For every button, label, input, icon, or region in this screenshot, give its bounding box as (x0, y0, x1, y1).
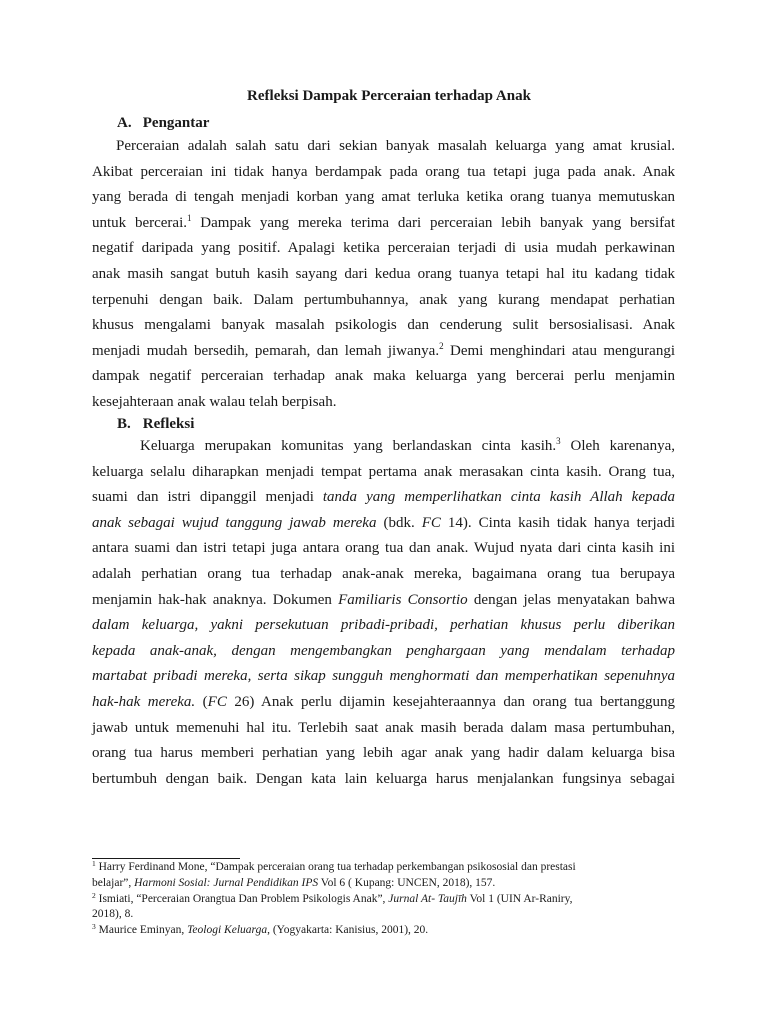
footnote-divider (92, 858, 240, 859)
text-line: Keluarga merupakan komunitas yang berlandaskan cinta kasih.$^3$ Oleh karenanya, (140, 436, 675, 454)
text-line: kepada anak-anak, dengan mengembangkan penghargaan yang mendalam terhadap (92, 642, 675, 659)
text-line: dalam keluarga, yakni persekutuan pribadi-pribadi, perhatian khusus perlu diberikan (92, 617, 675, 634)
footnote-2: $^2$ Ismiati, “Perceraian Orangtua Dan Problem Psikologis Anak”, Jurnal At- Taujīh Vol 1 (UIN Ar-Raniry, (92, 890, 573, 905)
text-line: adalah perhatian orang tua terhadap anak-anak mereka, bagaimana orang tua berupaya (92, 565, 675, 582)
section-b-heading (117, 414, 194, 434)
text-line: Perceraian adalah salah satu dari sekian banyak masalah keluarga yang amat krusial. (116, 138, 675, 154)
text-line: keluarga selalu diharapkan menjadi tempat pertama anak merasakan cinta kasih. Orang tua, (92, 463, 675, 480)
text-line: terpenuhi dengan baik. Dalam pertumbuhannya, anak yang kurang mendapat perhatian (92, 291, 675, 308)
footnote-3: $^3$ Maurice Eminyan, Teologi Keluarga, (Yogyakarta: Kanisius, 2001), 20. (92, 922, 429, 937)
text-line: kesejahteraan anak walau telah berpisah. (92, 393, 337, 410)
text-line: hak-hak mereka. (FC 26) Anak perlu dijamin kesejahteraannya dan orang tua bertanggung (92, 693, 675, 710)
text-line: dampak negatif perceraian terhadap anak maka keluarga yang bercerai perlu menjamin (92, 368, 675, 385)
text-line: khusus mengalami banyak masalah psikologis dan cenderung sulit bersosialisasi. Anak (92, 317, 675, 334)
paragraph-refleksi (92, 434, 675, 792)
text-line: bertumbuh dengan baik. Dengan kata lain keluarga harus menjalankan fungsinya sebagai (92, 770, 675, 787)
footnote-ref-1: 1 (187, 212, 192, 223)
text-line: menjamin hak-hak anaknya. Dokumen Familiaris Consortio dengan jelas menyatakan bahwa (92, 591, 676, 608)
text-line: orang tua harus memberi perhatian yang lebih agar anak yang hadir dalam keluarga bisa (92, 745, 675, 762)
text-line: Akibat perceraian ini tidak hanya berdampak pada orang tua tetapi juga pada anak. Anak (92, 163, 675, 180)
text-line: negatif daripada yang positif. Apalagi ketika perceraian terjadi di usia mudah perkawinan (92, 240, 675, 257)
section-b-label: B. (117, 416, 131, 432)
text-line: anak sebagai wujud tanggung jawab mereka (bdk. FC 14). Cinta kasih tidak hanya terjadi (92, 514, 675, 531)
section-a-title: Pengantar (142, 115, 210, 131)
text-line: martabat pribadi mereka, serta sikap sungguh menghormati dan memperhatikan sepenuhnya (92, 668, 675, 685)
text-line: antara suami dan istri tetapi juga antara orang tua dan anak. Wujud nyata dari cinta kasih ini (92, 540, 675, 557)
footnote-ref-2: 2 (439, 340, 444, 351)
text-line: jawab untuk memenuhi hal itu. Terlebih saat anak masih berada dalam masa pertumbuhan, (92, 719, 675, 736)
text-line: untuk bercerai.$^1$ Dampak yang mereka terima dari perceraian lebih banyak yang bersifat (92, 212, 675, 231)
footnote-ref-3: 3 (556, 436, 561, 446)
section-b-title: Refleksi (142, 416, 195, 432)
text-line: yang berada di tengah menjadi korban yang amat terluka ketika orang tuanya memutuskan (92, 189, 675, 206)
footnote-2-cont: 2018), 8. (92, 908, 134, 921)
footnotes (92, 860, 652, 939)
text-line: suami dan istri dipanggil menjadi tanda yang memperlihatkan cinta kasih Allah kepada (92, 489, 675, 506)
document-title: Refleksi Dampak Perceraian terhadap Anak (247, 88, 531, 104)
section-a-heading (117, 113, 209, 133)
paragraph-pengantar (92, 134, 675, 416)
footnote-1: $^1$ Harry Ferdinand Mone, “Dampak perceraian orang tua terhadap perkembangan psikososial dan prestasi (92, 859, 576, 873)
section-a-label: A. (117, 115, 132, 131)
text-line: anak masih sangat butuh kasih sayang dari kedua orang tuanya tetapi hal itu kadang tidak (92, 265, 675, 282)
footnote-1-cont: belajar”, Harmoni Sosial: Jurnal Pendidikan IPS Vol 6 ( Kupang: UNCEN, 2018), 157. (92, 876, 496, 889)
text-line: menjadi mudah bersedih, pemarah, dan lemah jiwanya.$^2$ Demi menghindari atau mengurangi (92, 340, 675, 359)
